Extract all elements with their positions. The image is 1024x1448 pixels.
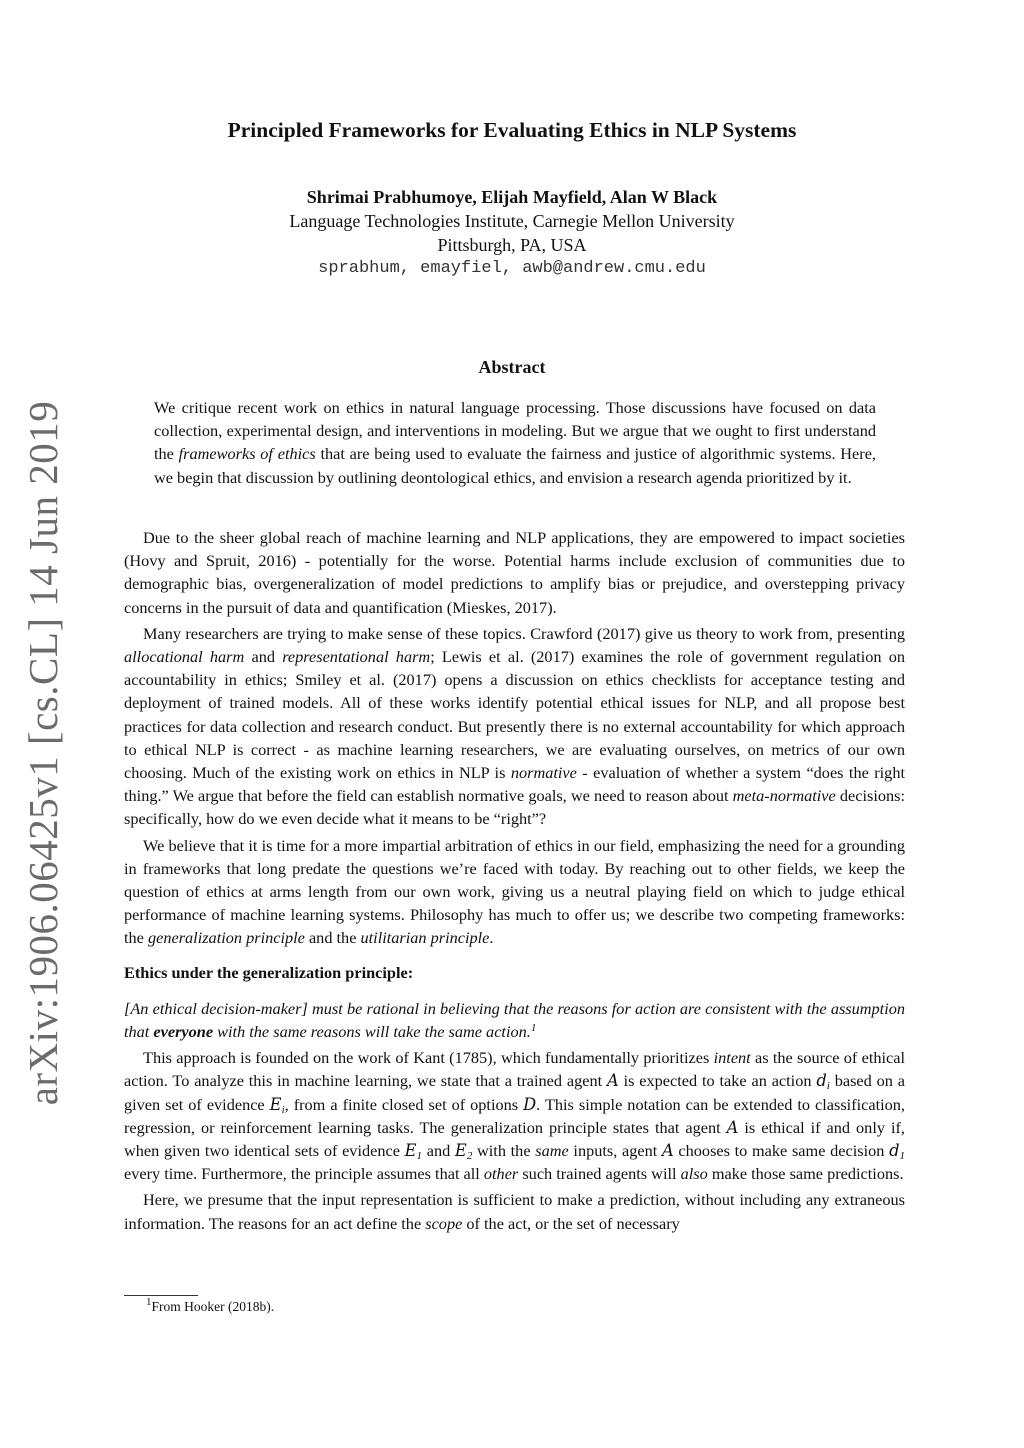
paragraph-3: We believe that it is time for a more impartial arbitration of ethics in our field, emphasizing the need for a grounding in frameworks that long predate the questions we’re faced with today. By reaching out to other fields, we keep the question of ethics at arms length from our own work, giving us a neutral playing field on which to judge ethical performance of machine learning systems. Philosophy has much to offer us; we describe two competing frameworks: the generalization principle and the utilitarian principle. bbox=[124, 835, 905, 948]
location: Pittsburgh, PA, USA bbox=[437, 235, 587, 255]
arxiv-identifier: arXiv:1906.06425v1 [cs.CL] 14 Jun 2019 bbox=[20, 400, 66, 1106]
footnote: $^1$From Hooker (2018b). bbox=[146, 1296, 275, 1314]
section-heading: Ethics under the generalization principle: bbox=[124, 962, 414, 982]
abstract-heading: Abstract bbox=[478, 357, 546, 377]
paper-title: Principled Frameworks for Evaluating Ethics in NLP Systems bbox=[227, 118, 797, 142]
author-names: Shrimai Prabhumoye, Elijah Mayfield, Alan W Black bbox=[306, 187, 718, 207]
paragraph-5: Here, we presume that the input representation is sufficient to make a prediction, without including any extraneous information. The reasons for an act define the scope of the act, or the set of necessary bbox=[124, 1190, 905, 1233]
paragraph-1: Due to the sheer global reach of machine learning and NLP applications, they are empowered to impact societies (Hovy and Spruit, 2016) - potentially for the worse. Potential harms include exclusion of communities due to demographic bias, overgeneralization of model predictions to amplify bias or prejudice, and overstepping privacy concerns in the pursuit of data and quantification (Mieskes, 2017). bbox=[124, 528, 905, 617]
footnote-marker[interactable]: 1 bbox=[530, 1022, 537, 1035]
affiliation: Language Technologies Institute, Carnegie Mellon University bbox=[289, 211, 735, 231]
paragraph-4: This approach is founded on the work of Kant (1785), which fundamentally prioritizes intent as the source of ethical action. To analyze this in machine learning, we state that a trained agent A is expected to take an action $d_i$ based on a given set of evidence $E_i$, from a finite closed set of options D. This simple notation can be extended to classification, regression, or reinforcement learning tasks. The generalization principle states that agent A is ethical if and only if, when given two identical sets of evidence $E_1$ and $E_2$ with the same inputs, agent A chooses to make same decision $d_1$ every time. Furthermore, the principle assumes that all other such trained agents will also make those same predictions. bbox=[124, 1048, 906, 1184]
author-block bbox=[0, 185, 1024, 281]
paragraph-2: Many researchers are trying to make sense of these topics. Crawford (2017) give us theory to work from, presenting allocational harm and representational harm; Lewis et al. (2017) examines the role of government regulation on accountability in ethics; Smiley et al. (2017) opens a discussion on ethics checklists for acceptance testing and deployment of trained models. All of these works identify potential ethical issues for NLP, and all propose best practices for data collection and research conduct. But presently there is no external accountability for which approach to ethical NLP is correct - as machine learning researchers, we are evaluating ourselves, on metrics of our own choosing. Much of the existing work on ethics in NLP is normative - evaluation of whether a system “does the right thing.” We argue that before the field can establish normative goals, we need to reason about meta-normative decisions: specifically, how do we even decide what it means to be “right”? bbox=[124, 623, 906, 829]
abstract-text: We critique recent work on ethics in natural language processing. Those discussions have focused on data collection, experimental design, and interventions in modeling. But we argue that we ought to first understand the frameworks of ethics that are being used to evaluate the fairness and justice of algorithmic systems. Here, we begin that discussion by outlining deontological ethics, and envision a research agenda prioritized by it. bbox=[154, 398, 876, 487]
main-body bbox=[124, 526, 905, 1238]
block-quote: [An ethical decision-maker] must be rational in believing that the reasons for action are consistent with the assumption that everyone with the same reasons will take the same action.$^1$ bbox=[124, 998, 905, 1042]
footnote-divider bbox=[124, 1295, 198, 1296]
author-emails: sprabhum, emayfiel, awb@andrew.cmu.edu bbox=[318, 259, 706, 278]
